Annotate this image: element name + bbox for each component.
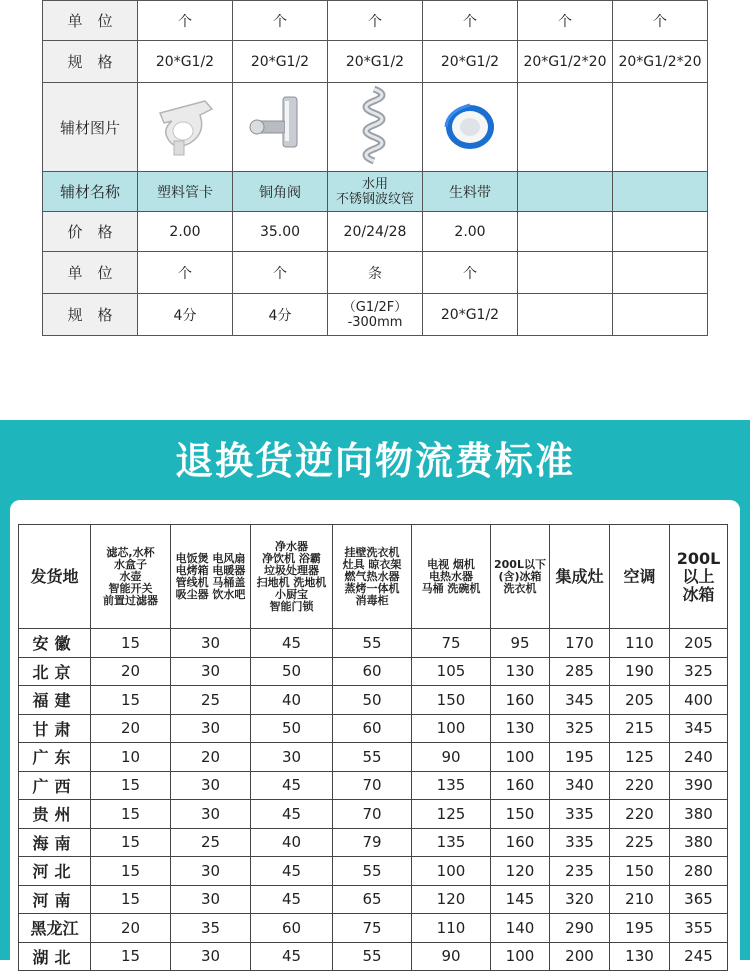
category-header: 电视 烟机 电热水器 马桶 洗碗机 bbox=[412, 525, 491, 629]
fee-value: 30 bbox=[171, 885, 251, 914]
fee-value: 25 bbox=[171, 686, 251, 715]
row-label: 规 格 bbox=[43, 41, 138, 83]
fee-value: 200 bbox=[550, 942, 610, 971]
fee-value: 340 bbox=[550, 771, 610, 800]
fee-value: 205 bbox=[610, 686, 670, 715]
origin-province: 北京 bbox=[19, 657, 91, 686]
accessory-cell: 个 bbox=[233, 252, 328, 294]
fee-value: 400 bbox=[670, 686, 728, 715]
fee-table-wrap bbox=[18, 524, 728, 971]
origin-province: 甘肃 bbox=[19, 714, 91, 743]
fee-value: 20 bbox=[171, 743, 251, 772]
accessory-cell: 2.00 bbox=[423, 212, 518, 252]
fee-value: 60 bbox=[333, 714, 412, 743]
fee-value: 380 bbox=[670, 828, 728, 857]
fee-row bbox=[19, 743, 728, 772]
accessory-table bbox=[42, 0, 708, 336]
fee-value: 40 bbox=[251, 828, 333, 857]
fee-value: 90 bbox=[412, 743, 491, 772]
fee-row bbox=[19, 686, 728, 715]
category-header: 滤芯,水杯 水盒子 水壶 智能开关 前置过滤器 bbox=[91, 525, 171, 629]
fee-value: 240 bbox=[670, 743, 728, 772]
accessory-cell bbox=[613, 212, 708, 252]
fee-value: 15 bbox=[91, 686, 171, 715]
fee-value: 245 bbox=[670, 942, 728, 971]
origin-province: 贵州 bbox=[19, 800, 91, 829]
fee-value: 45 bbox=[251, 942, 333, 971]
section-title: 退换货逆向物流费标准 bbox=[174, 439, 575, 483]
fee-value: 150 bbox=[412, 686, 491, 715]
category-header: 电饭煲 电风扇 电烤箱 电暖器 管线机 马桶盖 吸尘器 饮水吧 bbox=[171, 525, 251, 629]
fee-row bbox=[19, 771, 728, 800]
fee-value: 285 bbox=[550, 657, 610, 686]
row-label: 辅材图片 bbox=[43, 83, 138, 172]
accessory-cell: 20*G1/2 bbox=[328, 41, 423, 83]
fee-value: 35 bbox=[171, 914, 251, 943]
fee-value: 65 bbox=[333, 885, 412, 914]
fee-value: 45 bbox=[251, 629, 333, 658]
accessory-row bbox=[43, 172, 708, 212]
fee-value: 20 bbox=[91, 714, 171, 743]
accessory-cell: 4分 bbox=[233, 294, 328, 336]
fee-value: 170 bbox=[550, 629, 610, 658]
origin-province: 河北 bbox=[19, 857, 91, 886]
fee-value: 210 bbox=[610, 885, 670, 914]
accessory-cell: 20*G1/2 bbox=[233, 41, 328, 83]
fee-row bbox=[19, 828, 728, 857]
accessory-cell: 生料带 bbox=[423, 172, 518, 212]
fee-value: 120 bbox=[491, 857, 550, 886]
fee-value: 55 bbox=[333, 942, 412, 971]
fee-value: 15 bbox=[91, 942, 171, 971]
fee-value: 30 bbox=[171, 942, 251, 971]
fee-value: 130 bbox=[491, 714, 550, 743]
accessory-cell: 条 bbox=[328, 252, 423, 294]
origin-province: 广东 bbox=[19, 743, 91, 772]
fee-value: 100 bbox=[412, 857, 491, 886]
origin-province: 广西 bbox=[19, 771, 91, 800]
copper-angle-valve-icon bbox=[233, 93, 327, 161]
fee-value: 125 bbox=[610, 743, 670, 772]
fee-row bbox=[19, 857, 728, 886]
fee-value: 160 bbox=[491, 828, 550, 857]
row-label: 价 格 bbox=[43, 212, 138, 252]
corrugated-hose-icon bbox=[328, 83, 422, 171]
accessory-cell: 塑料管卡 bbox=[138, 172, 233, 212]
fee-value: 40 bbox=[251, 686, 333, 715]
fee-value: 280 bbox=[670, 857, 728, 886]
category-header: 集成灶 bbox=[550, 525, 610, 629]
accessory-cell: 20*G1/2 bbox=[423, 41, 518, 83]
fee-value: 30 bbox=[171, 771, 251, 800]
fee-value: 190 bbox=[610, 657, 670, 686]
fee-value: 320 bbox=[550, 885, 610, 914]
accessory-cell bbox=[518, 212, 613, 252]
row-label: 单 位 bbox=[43, 1, 138, 41]
fee-value: 30 bbox=[171, 657, 251, 686]
fee-value: 390 bbox=[670, 771, 728, 800]
accessory-row bbox=[43, 294, 708, 336]
fee-value: 20 bbox=[91, 914, 171, 943]
accessory-cell: 2.00 bbox=[138, 212, 233, 252]
fee-value: 50 bbox=[251, 657, 333, 686]
fee-value: 100 bbox=[412, 714, 491, 743]
fee-value: 100 bbox=[491, 942, 550, 971]
fee-value: 150 bbox=[491, 800, 550, 829]
fee-value: 140 bbox=[491, 914, 550, 943]
fee-value: 160 bbox=[491, 686, 550, 715]
accessory-row bbox=[43, 83, 708, 172]
accessory-row bbox=[43, 1, 708, 41]
accessory-image-cell bbox=[233, 83, 328, 172]
fee-value: 215 bbox=[610, 714, 670, 743]
fee-value: 365 bbox=[670, 885, 728, 914]
origin-header: 发货地 bbox=[19, 525, 91, 629]
category-header: 200L 以上 冰箱 bbox=[670, 525, 728, 629]
origin-province: 福建 bbox=[19, 686, 91, 715]
origin-province: 安徽 bbox=[19, 629, 91, 658]
accessory-cell bbox=[613, 252, 708, 294]
fee-value: 30 bbox=[171, 629, 251, 658]
fee-value: 145 bbox=[491, 885, 550, 914]
fee-value: 60 bbox=[251, 914, 333, 943]
fee-value: 110 bbox=[412, 914, 491, 943]
category-header: 200L以下 (含)冰箱 洗衣机 bbox=[491, 525, 550, 629]
accessory-cell: 个 bbox=[138, 252, 233, 294]
fee-value: 220 bbox=[610, 771, 670, 800]
fee-row bbox=[19, 629, 728, 658]
fee-value: 45 bbox=[251, 771, 333, 800]
accessory-cell bbox=[613, 294, 708, 336]
fee-value: 225 bbox=[610, 828, 670, 857]
accessory-cell: 20*G1/2*20 bbox=[518, 41, 613, 83]
fee-value: 15 bbox=[91, 828, 171, 857]
fee-value: 79 bbox=[333, 828, 412, 857]
fee-row bbox=[19, 714, 728, 743]
fee-value: 120 bbox=[412, 885, 491, 914]
fee-value: 90 bbox=[412, 942, 491, 971]
fee-value: 30 bbox=[171, 714, 251, 743]
accessory-cell bbox=[613, 172, 708, 212]
fee-value: 345 bbox=[670, 714, 728, 743]
fee-value: 50 bbox=[251, 714, 333, 743]
fee-value: 325 bbox=[550, 714, 610, 743]
fee-value: 130 bbox=[610, 942, 670, 971]
accessory-cell bbox=[613, 83, 708, 172]
accessory-cell: 35.00 bbox=[233, 212, 328, 252]
ptfe-tape-icon bbox=[423, 93, 517, 161]
fee-value: 220 bbox=[610, 800, 670, 829]
fee-value: 60 bbox=[333, 657, 412, 686]
fee-value: 45 bbox=[251, 800, 333, 829]
accessory-cell: 20*G1/2*20 bbox=[613, 41, 708, 83]
fee-value: 130 bbox=[491, 657, 550, 686]
accessory-cell: 个 bbox=[613, 1, 708, 41]
category-header: 挂壁洗衣机 灶具 晾衣架 燃气热水器 蒸烤一体机 消毒柜 bbox=[333, 525, 412, 629]
fee-value: 70 bbox=[333, 800, 412, 829]
fee-row bbox=[19, 800, 728, 829]
accessory-cell bbox=[518, 83, 613, 172]
accessory-cell: 个 bbox=[138, 1, 233, 41]
fee-value: 55 bbox=[333, 857, 412, 886]
accessory-cell: 个 bbox=[518, 1, 613, 41]
fee-value: 345 bbox=[550, 686, 610, 715]
accessory-cell: 个 bbox=[423, 252, 518, 294]
fee-row bbox=[19, 942, 728, 971]
fee-value: 15 bbox=[91, 885, 171, 914]
fee-value: 110 bbox=[610, 629, 670, 658]
accessory-row bbox=[43, 41, 708, 83]
origin-province: 湖北 bbox=[19, 942, 91, 971]
accessory-cell bbox=[518, 172, 613, 212]
fee-value: 335 bbox=[550, 828, 610, 857]
fee-value: 75 bbox=[333, 914, 412, 943]
fee-value: 195 bbox=[610, 914, 670, 943]
fee-value: 135 bbox=[412, 828, 491, 857]
fee-value: 335 bbox=[550, 800, 610, 829]
fee-value: 10 bbox=[91, 743, 171, 772]
accessory-row bbox=[43, 212, 708, 252]
origin-province: 海南 bbox=[19, 828, 91, 857]
fee-value: 100 bbox=[491, 743, 550, 772]
fee-value: 125 bbox=[412, 800, 491, 829]
fee-value: 15 bbox=[91, 771, 171, 800]
fee-value: 105 bbox=[412, 657, 491, 686]
fee-value: 325 bbox=[670, 657, 728, 686]
row-label: 规 格 bbox=[43, 294, 138, 336]
fee-value: 20 bbox=[91, 657, 171, 686]
fee-value: 50 bbox=[333, 686, 412, 715]
fee-value: 150 bbox=[610, 857, 670, 886]
category-header: 净水器 净饮机 浴霸 垃圾处理器 扫地机 洗地机 小厨宝 智能门锁 bbox=[251, 525, 333, 629]
fee-row bbox=[19, 914, 728, 943]
accessory-cell: 20*G1/2 bbox=[138, 41, 233, 83]
fee-value: 160 bbox=[491, 771, 550, 800]
fee-value: 195 bbox=[550, 743, 610, 772]
accessory-cell: 4分 bbox=[138, 294, 233, 336]
category-header: 空调 bbox=[610, 525, 670, 629]
origin-province: 黑龙江 bbox=[19, 914, 91, 943]
row-label: 单 位 bbox=[43, 252, 138, 294]
fee-value: 30 bbox=[171, 857, 251, 886]
fee-row bbox=[19, 885, 728, 914]
accessory-cell: 个 bbox=[328, 1, 423, 41]
fee-value: 30 bbox=[171, 800, 251, 829]
accessory-cell: 个 bbox=[423, 1, 518, 41]
row-label: 辅材名称 bbox=[43, 172, 138, 212]
accessory-row bbox=[43, 252, 708, 294]
accessory-cell: （G1/2F） -300mm bbox=[328, 294, 423, 336]
fee-value: 25 bbox=[171, 828, 251, 857]
accessory-cell: 20/24/28 bbox=[328, 212, 423, 252]
fee-value: 290 bbox=[550, 914, 610, 943]
accessory-cell bbox=[518, 294, 613, 336]
fee-value: 70 bbox=[333, 771, 412, 800]
plastic-clip-icon bbox=[138, 93, 232, 161]
accessory-cell: 铜角阀 bbox=[233, 172, 328, 212]
accessory-image-cell bbox=[328, 83, 423, 172]
fee-value: 205 bbox=[670, 629, 728, 658]
fee-value: 235 bbox=[550, 857, 610, 886]
accessory-cell: 水用 不锈钢波纹管 bbox=[328, 172, 423, 212]
accessory-cell: 个 bbox=[233, 1, 328, 41]
accessory-cell bbox=[518, 252, 613, 294]
fee-value: 30 bbox=[251, 743, 333, 772]
fee-value: 135 bbox=[412, 771, 491, 800]
accessory-image-cell bbox=[423, 83, 518, 172]
fee-value: 15 bbox=[91, 857, 171, 886]
fee-value: 355 bbox=[670, 914, 728, 943]
fee-value: 380 bbox=[670, 800, 728, 829]
fee-value: 55 bbox=[333, 743, 412, 772]
fee-row bbox=[19, 657, 728, 686]
origin-province: 河南 bbox=[19, 885, 91, 914]
fee-value: 45 bbox=[251, 885, 333, 914]
fee-value: 15 bbox=[91, 800, 171, 829]
accessory-image-cell bbox=[138, 83, 233, 172]
fee-value: 55 bbox=[333, 629, 412, 658]
fee-value: 15 bbox=[91, 629, 171, 658]
fee-value: 45 bbox=[251, 857, 333, 886]
fee-value: 95 bbox=[491, 629, 550, 658]
accessory-cell: 20*G1/2 bbox=[423, 294, 518, 336]
fee-value: 75 bbox=[412, 629, 491, 658]
